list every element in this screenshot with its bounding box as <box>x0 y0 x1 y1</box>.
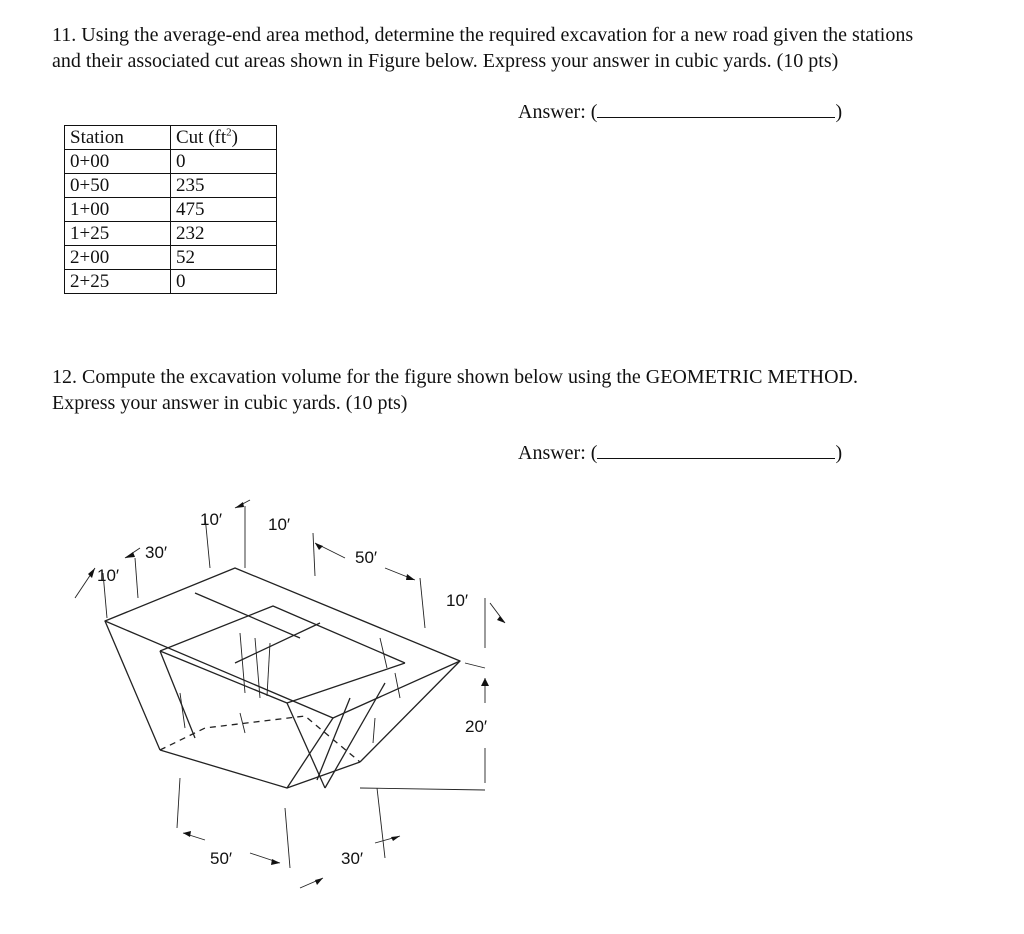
dimension-lines <box>75 500 505 888</box>
dim-label-50-bottom: 50′ <box>210 849 233 868</box>
table-header-row <box>65 126 277 150</box>
header-station: Station <box>65 126 171 150</box>
answer-11-suffix: ) <box>835 101 843 123</box>
table-row <box>65 198 277 222</box>
dim-label-30-bottom: 30′ <box>341 849 364 868</box>
dim-label-10-top-mid-a: 10′ <box>200 510 223 529</box>
table-row <box>65 150 277 174</box>
table-row <box>65 174 277 198</box>
table-row <box>65 222 277 246</box>
cut-cell: 235 <box>171 174 277 198</box>
dim-label-10-right: 10′ <box>446 591 469 610</box>
question-11-text: 11. Using the average-end area method, determine the required excavation for a new road given the stations and their associated cut areas shown in Figure below. Express your answer in cubic yards. (10 pts) <box>52 24 914 72</box>
arrowhead <box>235 502 244 508</box>
answer-11-blank[interactable] <box>597 99 835 118</box>
arrowhead <box>125 552 135 558</box>
answer-11 <box>518 99 842 124</box>
header-cut-sup: 2 <box>226 126 232 139</box>
slope-left-inner <box>160 651 195 738</box>
arrowhead <box>183 831 191 837</box>
answer-12-suffix: ) <box>835 442 843 464</box>
station-cell: 1+00 <box>65 198 171 222</box>
table-row <box>65 270 277 294</box>
answer-12-prefix: Answer: ( <box>518 442 598 464</box>
dim-label-10-top-mid-b: 10′ <box>268 515 291 534</box>
header-cut <box>171 126 277 150</box>
station-cell: 0+00 <box>65 150 171 174</box>
pit-bottom-outline <box>160 750 360 788</box>
dim-label-10-top-left: 10′ <box>97 566 120 585</box>
cut-cell: 232 <box>171 222 277 246</box>
slope-right <box>360 661 460 762</box>
arrowhead <box>315 543 323 550</box>
pit-top-outline <box>105 568 460 718</box>
header-cut-suffix: ) <box>231 127 238 148</box>
table-row <box>65 246 277 270</box>
arrowhead <box>271 859 280 865</box>
cut-cell: 0 <box>171 150 277 174</box>
station-cell: 0+50 <box>65 174 171 198</box>
cut-cell: 52 <box>171 246 277 270</box>
station-cell: 2+25 <box>65 270 171 294</box>
excavation-figure <box>55 488 525 908</box>
station-cell: 1+25 <box>65 222 171 246</box>
pit-rim-right <box>287 663 405 703</box>
arrowhead <box>481 678 489 686</box>
station-cell: 2+00 <box>65 246 171 270</box>
arrowhead <box>391 836 400 841</box>
pit-inner-rim <box>160 606 405 663</box>
cut-cell: 0 <box>171 270 277 294</box>
dim-label-50-top: 50′ <box>355 548 378 567</box>
excavation-pit-drawing <box>75 500 505 888</box>
arrowhead <box>406 574 415 580</box>
header-cut-prefix: Cut (ft <box>176 127 227 148</box>
dim-label-30-top: 30′ <box>145 543 168 562</box>
arrowhead <box>315 878 323 885</box>
dim-label-20-depth: 20′ <box>465 717 488 736</box>
answer-11-prefix: Answer: ( <box>518 101 598 123</box>
station-cut-table <box>64 125 277 294</box>
question-12-text: 12. Compute the excavation volume for the figure shown below using the GEOMETRIC METHOD. Express your answer in cubic yards. (10 pts) <box>52 366 858 414</box>
answer-12-blank[interactable] <box>597 440 835 459</box>
slope-inner-3 <box>325 683 385 788</box>
cut-cell: 475 <box>171 198 277 222</box>
answer-12 <box>518 440 842 465</box>
